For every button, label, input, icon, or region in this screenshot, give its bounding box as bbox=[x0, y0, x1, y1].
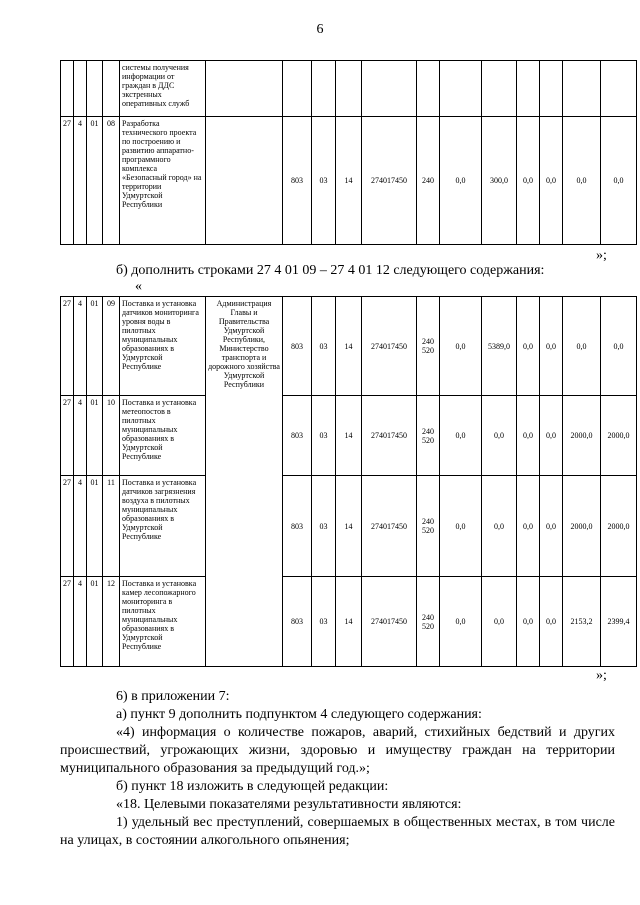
paragraph: б) пункт 18 изложить в следующей редакции: bbox=[116, 779, 389, 794]
table-row bbox=[61, 61, 637, 117]
body-text bbox=[60, 688, 615, 850]
grbs-cell: 803 bbox=[283, 577, 312, 667]
grbs-cell: 803 bbox=[283, 297, 312, 396]
pr-cell: 14 bbox=[336, 577, 362, 667]
org-cell bbox=[206, 117, 283, 245]
row-name: Разработка технического проекта по построению и развитию аппаратно-программного комплекса «Безопасный город» на территории Удмуртской Республики bbox=[120, 117, 206, 245]
value-cell: 2153,2 bbox=[563, 577, 601, 667]
value-cell: 0,0 bbox=[540, 577, 563, 667]
csr-cell: 274017450 bbox=[362, 476, 417, 577]
value-cell: 0,0 bbox=[540, 297, 563, 396]
value-cell: 0,0 bbox=[540, 396, 563, 476]
pr-cell: 14 bbox=[336, 297, 362, 396]
code-cell: 27 bbox=[61, 476, 74, 577]
code-cell: 27 bbox=[61, 117, 74, 245]
row-name: Поставка и установка камер лесопожарного мониторинга в пилотных муниципальных образованиях в Удмуртской Республике bbox=[120, 577, 206, 667]
value-cell: 0,0 bbox=[517, 396, 540, 476]
value-cell: 0,0 bbox=[540, 476, 563, 577]
code-cell: 4 bbox=[74, 297, 87, 396]
table-row bbox=[61, 396, 637, 476]
rz-cell: 03 bbox=[312, 476, 336, 577]
csr-cell: 274017450 bbox=[362, 396, 417, 476]
value-cell: 0,0 bbox=[517, 577, 540, 667]
rz-cell: 03 bbox=[312, 117, 336, 245]
paragraph: «4) информация о количестве пожаров, аварий, стихийных бедствий и других происшествий, угрожающих жизни, здоровью и имуществу граждан на территории муниципального образования за предыдущий год.»; bbox=[60, 725, 615, 776]
value-cell: 2399,4 bbox=[601, 577, 637, 667]
grbs-cell: 803 bbox=[283, 476, 312, 577]
vr-cell: 240 520 bbox=[417, 396, 440, 476]
code-cell: 08 bbox=[103, 117, 120, 245]
paragraph: 1) удельный вес преступлений, совершаемых в общественных местах, в том числе на улицах, в состоянии алкогольного опьянения; bbox=[60, 815, 615, 848]
value-cell: 0,0 bbox=[517, 297, 540, 396]
vr-cell: 240 520 bbox=[417, 297, 440, 396]
pr-cell: 14 bbox=[336, 396, 362, 476]
value-cell: 0,0 bbox=[440, 577, 482, 667]
grbs-cell: 803 bbox=[283, 117, 312, 245]
csr-cell: 274017450 bbox=[362, 297, 417, 396]
vr-cell: 240 520 bbox=[417, 476, 440, 577]
instruction-line: б) дополнить строками 27 4 01 09 – 27 4 01 12 следующего содержания: bbox=[116, 263, 545, 278]
code-cell: 01 bbox=[87, 396, 103, 476]
code-cell: 12 bbox=[103, 577, 120, 667]
pr-cell: 14 bbox=[336, 117, 362, 245]
code-cell: 27 bbox=[61, 396, 74, 476]
code-cell: 01 bbox=[87, 297, 103, 396]
code-cell: 27 bbox=[61, 577, 74, 667]
row-name: Поставка и установка датчиков мониторинга уровня воды в пилотных муниципальных образованиях в Удмуртской Республике bbox=[120, 297, 206, 396]
code-cell: 09 bbox=[103, 297, 120, 396]
value-cell: 0,0 bbox=[601, 117, 637, 245]
grbs-cell: 803 bbox=[283, 396, 312, 476]
value-cell: 0,0 bbox=[440, 117, 482, 245]
value-cell: 0,0 bbox=[440, 297, 482, 396]
code-cell: 11 bbox=[103, 476, 120, 577]
code-cell: 01 bbox=[87, 577, 103, 667]
row-name: Поставка и установка датчиков загрязнения воздуха в пилотных муниципальных образованиях в Удмуртской Республике bbox=[120, 476, 206, 577]
value-cell: 5389,0 bbox=[482, 297, 517, 396]
value-cell: 0,0 bbox=[440, 476, 482, 577]
value-cell: 0,0 bbox=[440, 396, 482, 476]
value-cell: 0,0 bbox=[540, 117, 563, 245]
table-new-rows bbox=[60, 296, 637, 667]
paragraph: 6) в приложении 7: bbox=[116, 689, 230, 704]
opening-quote: « bbox=[135, 279, 142, 294]
code-cell: 01 bbox=[87, 117, 103, 245]
pr-cell: 14 bbox=[336, 476, 362, 577]
code-cell: 01 bbox=[87, 476, 103, 577]
table-continuation bbox=[60, 60, 637, 245]
value-cell: 2000,0 bbox=[601, 476, 637, 577]
code-cell: 4 bbox=[74, 577, 87, 667]
table-row bbox=[61, 476, 637, 577]
value-cell: 0,0 bbox=[601, 297, 637, 396]
value-cell: 0,0 bbox=[482, 577, 517, 667]
vr-cell: 240 bbox=[417, 117, 440, 245]
page-number: 6 bbox=[316, 22, 324, 37]
closing-quote: »; bbox=[596, 668, 607, 683]
row-name: системы получения информации от граждан в ДДС экстренных оперативных служб bbox=[120, 61, 206, 117]
responsible-org: Администрация Главы и Правительства Удмуртской Республики, Министерство транспорта и дорожного хозяйства Удмуртской Республики bbox=[206, 297, 283, 667]
value-cell: 0,0 bbox=[482, 476, 517, 577]
value-cell: 0,0 bbox=[563, 117, 601, 245]
rz-cell: 03 bbox=[312, 396, 336, 476]
value-cell: 2000,0 bbox=[563, 396, 601, 476]
vr-cell: 240 520 bbox=[417, 577, 440, 667]
table-row bbox=[61, 577, 637, 667]
paragraph: а) пункт 9 дополнить подпунктом 4 следующего содержания: bbox=[116, 707, 482, 722]
row-name: Поставка и установка метеопостов в пилотных муниципальных образованиях в Удмуртской Республике bbox=[120, 396, 206, 476]
code-cell: 10 bbox=[103, 396, 120, 476]
table-row bbox=[61, 297, 637, 396]
rz-cell: 03 bbox=[312, 297, 336, 396]
value-cell: 0,0 bbox=[517, 476, 540, 577]
code-cell: 4 bbox=[74, 117, 87, 245]
value-cell: 2000,0 bbox=[601, 396, 637, 476]
paragraph: «18. Целевыми показателями результативности являются: bbox=[116, 797, 462, 812]
code-cell: 4 bbox=[74, 396, 87, 476]
value-cell: 0,0 bbox=[482, 396, 517, 476]
code-cell: 27 bbox=[61, 297, 74, 396]
table-row bbox=[61, 117, 637, 245]
value-cell: 0,0 bbox=[517, 117, 540, 245]
value-cell: 2000,0 bbox=[563, 476, 601, 577]
csr-cell: 274017450 bbox=[362, 577, 417, 667]
rz-cell: 03 bbox=[312, 577, 336, 667]
code-cell: 4 bbox=[74, 476, 87, 577]
closing-quote: »; bbox=[596, 248, 607, 263]
value-cell: 300,0 bbox=[482, 117, 517, 245]
value-cell: 0,0 bbox=[563, 297, 601, 396]
csr-cell: 274017450 bbox=[362, 117, 417, 245]
